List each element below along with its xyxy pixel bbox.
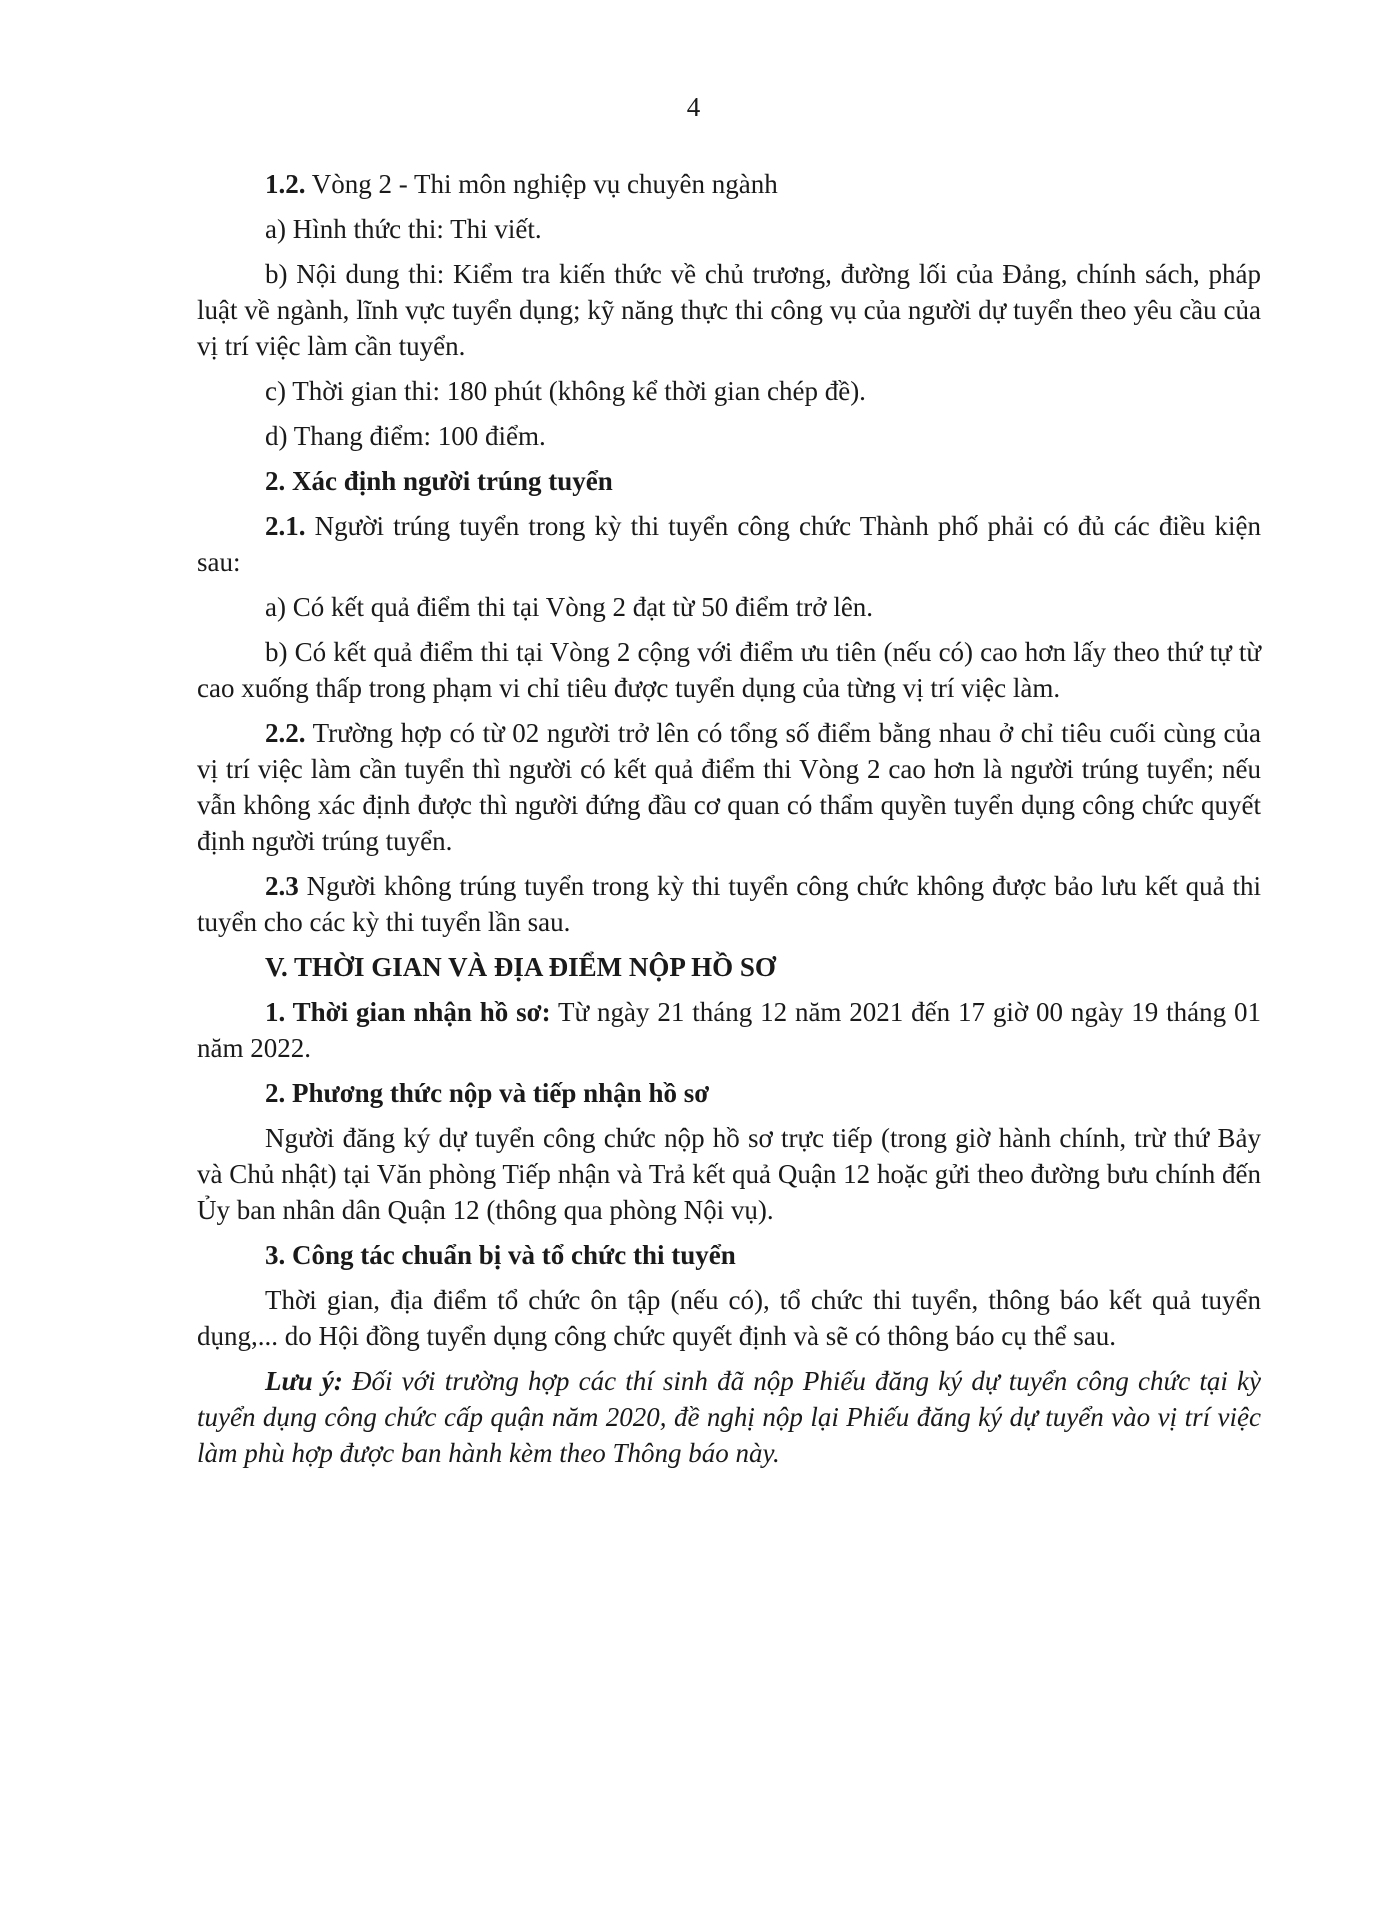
- paragraph-text: Thời gian, địa điểm tổ chức ôn tập (nếu có), tổ chức thi tuyển, thông báo kết quả tuyển dụng,... do Hội đồng tuyển dụng công chức quyết định và sẽ có thông báo cụ thể sau.: [197, 1285, 1261, 1351]
- section-1-2-heading: [197, 166, 1261, 202]
- paragraph-text: Vòng 2 - Thi môn nghiệp vụ chuyên ngành: [305, 169, 778, 199]
- exam-scale-item: [197, 418, 1261, 454]
- exam-content-item: [197, 256, 1261, 364]
- document-body: [197, 166, 1261, 1480]
- paragraph-text: b) Nội dung thi: Kiểm tra kiến thức về chủ trương, đường lối của Đảng, chính sách, pháp luật về ngành, lĩnh vực tuyển dụng; kỹ năng thực thi công vụ của người dự tuyển theo yêu cầu của vị trí việc làm cần tuyển.: [197, 259, 1261, 361]
- paragraph-text: Người đăng ký dự tuyển công chức nộp hồ sơ trực tiếp (trong giờ hành chính, trừ thứ Bảy và Chủ nhật) tại Văn phòng Tiếp nhận và Trả kết quả Quận 12 hoặc gửi theo đường bưu chính đến Ủy ban nhân dân Quận 12 (thông qua phòng Nội vụ).: [197, 1123, 1261, 1225]
- paragraph-lead: 2.3: [265, 871, 299, 901]
- submission-time-paragraph: [197, 994, 1261, 1066]
- paragraph-lead: 1. Thời gian nhận hồ sơ:: [265, 997, 551, 1027]
- paragraph-text: d) Thang điểm: 100 điểm.: [265, 421, 546, 451]
- preparation-heading: [197, 1237, 1261, 1273]
- note-paragraph: [197, 1363, 1261, 1471]
- paragraph-text: Người không trúng tuyển trong kỳ thi tuyển công chức không được bảo lưu kết quả thi tuyển cho các kỳ thi tuyển lần sau.: [197, 871, 1261, 937]
- exam-duration-item: [197, 373, 1261, 409]
- condition-b-item: [197, 634, 1261, 706]
- note-text: Đối với trường hợp các thí sinh đã nộp Phiếu đăng ký dự tuyển công chức tại kỳ tuyển dụng công chức cấp quận năm 2020, đề nghị nộp lại Phiếu đăng ký dự tuyển vào vị trí việc làm phù hợp được ban hành kèm theo Thông báo này.: [197, 1366, 1261, 1468]
- section-2-2-paragraph: [197, 715, 1261, 859]
- exam-format-item: [197, 211, 1261, 247]
- paragraph-lead: 2. Xác định người trúng tuyển: [265, 466, 613, 496]
- paragraph-text: a) Hình thức thi: Thi viết.: [265, 214, 542, 244]
- submission-method-heading: [197, 1075, 1261, 1111]
- paragraph-text: c) Thời gian thi: 180 phút (không kể thời gian chép đề).: [265, 376, 866, 406]
- condition-a-item: [197, 589, 1261, 625]
- section-v-heading: [197, 949, 1261, 985]
- paragraph-text: a) Có kết quả điểm thi tại Vòng 2 đạt từ 50 điểm trở lên.: [265, 592, 874, 622]
- preparation-paragraph: [197, 1282, 1261, 1354]
- paragraph-lead: 2. Phương thức nộp và tiếp nhận hồ sơ: [265, 1078, 710, 1108]
- paragraph-text: Từ ngày 21 tháng 12 năm 2021 đến 17 giờ 00 ngày 19 tháng 01 năm 2022.: [197, 997, 1261, 1063]
- section-2-heading: [197, 463, 1261, 499]
- submission-method-paragraph: [197, 1120, 1261, 1228]
- paragraph-lead: 1.2.: [265, 169, 306, 199]
- paragraph-lead: 3. Công tác chuẩn bị và tổ chức thi tuyển: [265, 1240, 736, 1270]
- paragraph-text: b) Có kết quả điểm thi tại Vòng 2 cộng với điểm ưu tiên (nếu có) cao hơn lấy theo thứ tự từ cao xuống thấp trong phạm vi chỉ tiêu được tuyển dụng của từng vị trí việc làm.: [197, 637, 1261, 703]
- section-2-1-paragraph: [197, 508, 1261, 580]
- note-lead: Lưu ý:: [265, 1366, 343, 1396]
- paragraph-lead: 2.2.: [265, 718, 306, 748]
- section-2-3-paragraph: [197, 868, 1261, 940]
- paragraph-text: Người trúng tuyển trong kỳ thi tuyển công chức Thành phố phải có đủ các điều kiện sau:: [197, 511, 1261, 577]
- page-number: 4: [686, 92, 701, 122]
- paragraph-lead: V. THỜI GIAN VÀ ĐỊA ĐIỂM NỘP HỒ SƠ: [265, 952, 776, 982]
- paragraph-lead: 2.1.: [265, 511, 306, 541]
- paragraph-text: Trường hợp có từ 02 người trở lên có tổng số điểm bằng nhau ở chỉ tiêu cuối cùng của vị trí việc làm cần tuyển thì người có kết quả điểm thi Vòng 2 cao hơn là người trúng tuyển; nếu vẫn không xác định được thì người đứng đầu cơ quan có thẩm quyền tuyển dụng công chức quyết định người trúng tuyển.: [197, 718, 1261, 856]
